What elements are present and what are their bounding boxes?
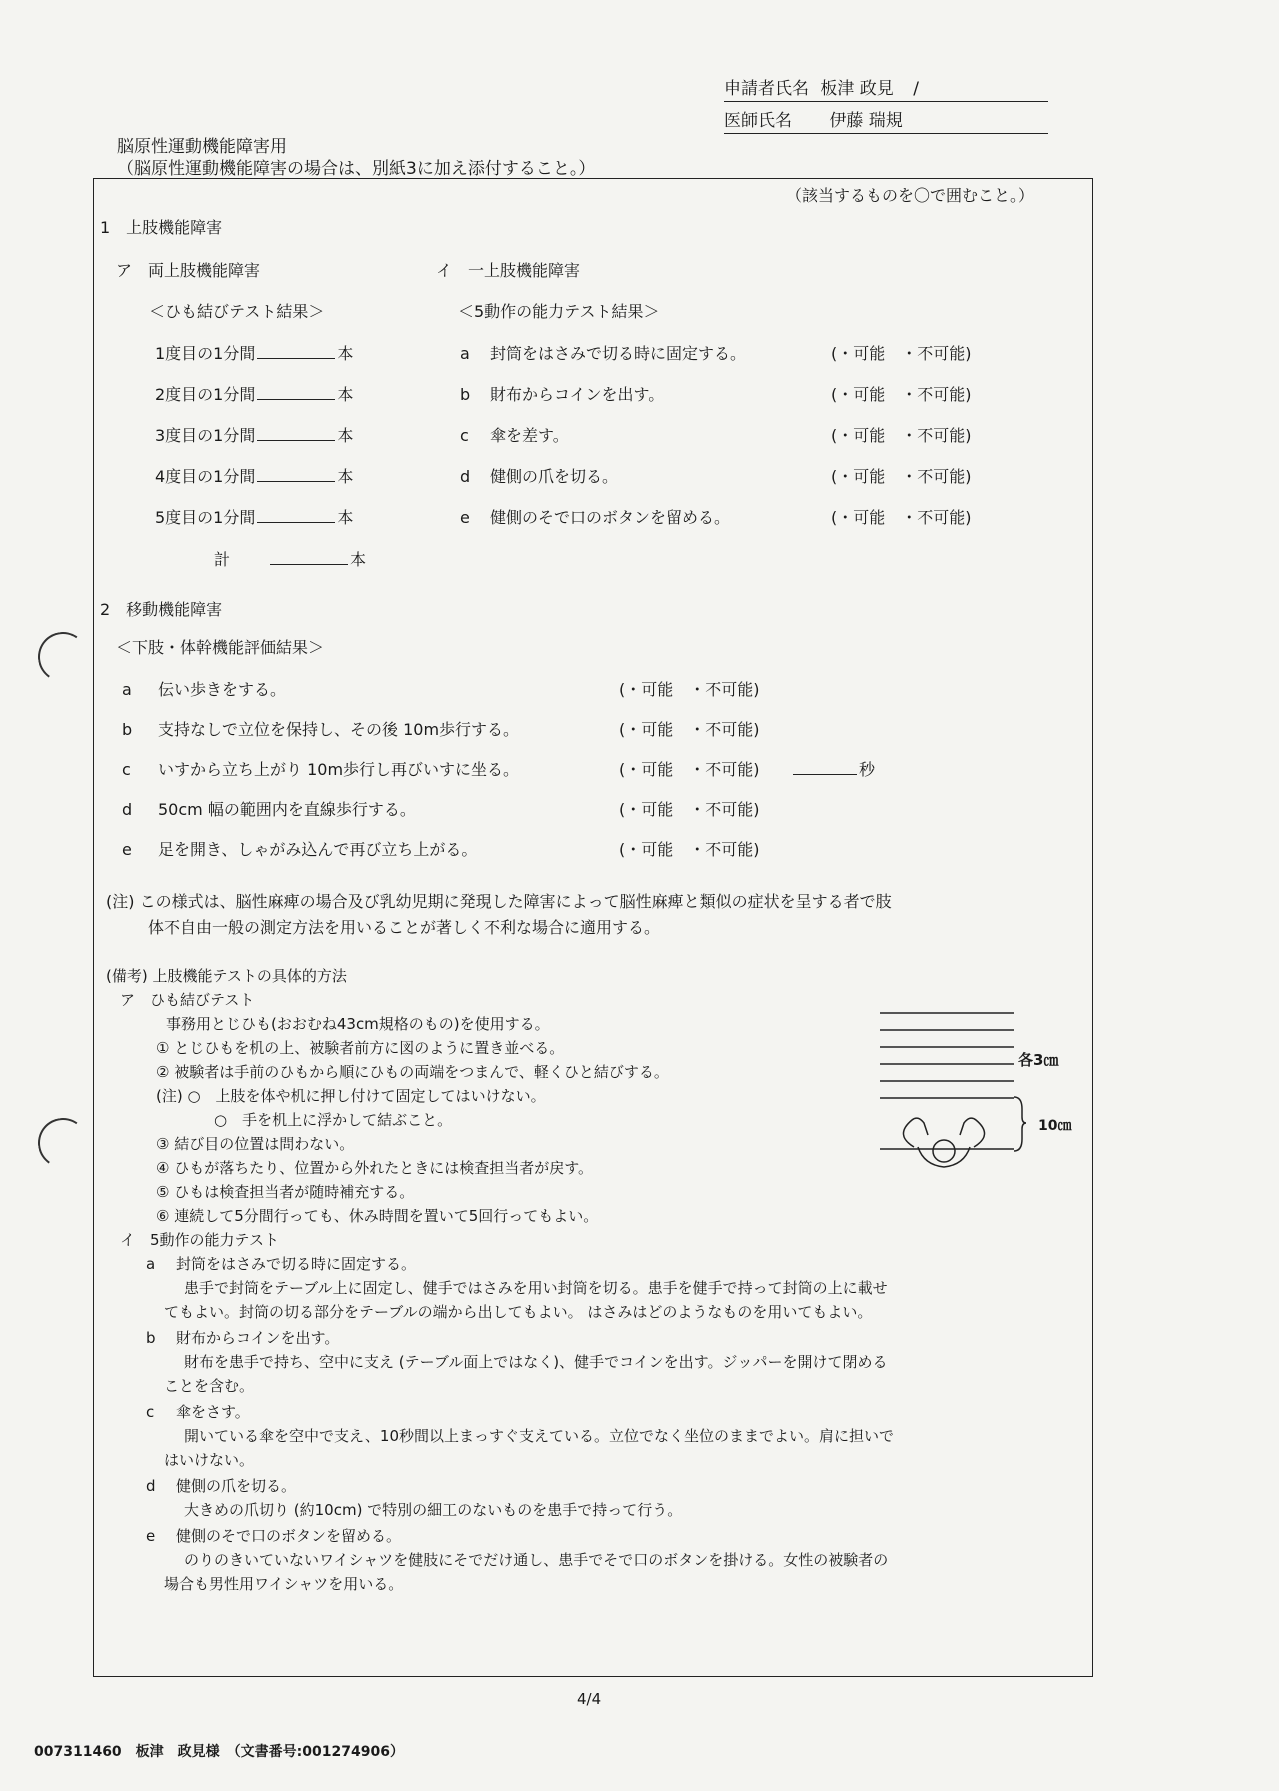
mobility-options[interactable]: (・可能 ・不可能) [619, 720, 760, 739]
motion-options[interactable]: (・可能 ・不可能) [831, 508, 972, 527]
note-line-1: (注) この様式は、脳性麻痺の場合及び乳幼児期に発現した障害によって脳性麻痺と類似の症状を呈する者で肢 [106, 892, 892, 911]
count-blank[interactable] [257, 344, 335, 359]
mobility-row: e 足を開き、しゃがみ込んで再び立ち上がる。 [122, 840, 478, 859]
section1-i-heading: イ 一上肢機能障害 [436, 261, 581, 280]
remarks-i-heading: イ 5動作の能力テスト [120, 1231, 279, 1249]
mobility-options[interactable]: (・可能 ・不可能) [619, 760, 760, 779]
remarks-a-line: ⑤ ひもは検査担当者が随時補充する。 [156, 1183, 415, 1201]
remarks-item-line: 開いている傘を空中で支え、10秒間以上まっすぐ支えている。立位でなく坐位のままでよい。肩に担いで [184, 1427, 894, 1445]
remarks-a-line: ⑥ 連続して5分間行っても、休み時間を置いて5回行ってもよい。 [156, 1207, 599, 1225]
remarks-a-heading: ア ひも結びテスト [120, 991, 255, 1009]
mobility-row: a 伝い歩きをする。 [122, 680, 287, 699]
remarks-a-line: 事務用とじひも(おおむね43cm規格のもの)を使用する。 [166, 1015, 550, 1033]
remarks-item-line: はいけない。 [164, 1451, 255, 1469]
document-footer: 007311460 板津 政見様 （文書番号:001274906） [34, 1744, 404, 1760]
remarks-a-line: ① とじひもを机の上、被験者前方に図のように置き並べる。 [156, 1039, 565, 1057]
count-blank[interactable] [257, 426, 335, 441]
count-blank[interactable] [257, 467, 335, 482]
string-test-subheading: ＜ひも結びテスト結果＞ [149, 302, 325, 321]
figure-label-spacing: 各3㎝ [1018, 1051, 1059, 1069]
section1-a-heading: ア 両上肢機能障害 [116, 261, 261, 280]
doctor-label: 医師氏名 [724, 111, 792, 131]
form-title: 脳原性運動機能障害用 [117, 137, 287, 157]
remarks-a-line: ② 被験者は手前のひもから順にひもの両端をつまんで、軽くひと結びする。 [156, 1063, 669, 1081]
section2-subheading: ＜下肢・体幹機能評価結果＞ [116, 638, 325, 657]
remarks-a-line: ○ 手を机上に浮かして結ぶこと。 [214, 1111, 453, 1129]
mobility-row: c いすから立ち上がり 10m歩行し再びいすに坐る。 [122, 760, 520, 779]
motion-options[interactable]: (・可能 ・不可能) [831, 467, 972, 486]
figure-label-distance: 10㎝ [1038, 1118, 1072, 1134]
remarks-item-title: c 傘をさす。 [146, 1403, 250, 1421]
remarks-item-line: 大きめの爪切り (約10cm) で特別の細工のないものを患手で持って行う。 [184, 1501, 683, 1519]
remarks-heading: (備考) 上肢機能テストの具体的方法 [106, 967, 347, 985]
string-layout-figure [874, 1005, 1074, 1175]
doctor-name: 伊藤 瑞規 [829, 111, 903, 131]
remarks-a-line: (注) ○ 上肢を体や机に押し付けて固定してはいけない。 [156, 1087, 546, 1105]
applicant-label: 申請者氏名 [724, 79, 809, 99]
string-row: 5度目の1分間 本 [155, 508, 354, 527]
motion-row: e 健側のそで口のボタンを留める。 [460, 508, 731, 527]
seconds-field[interactable]: 秒 [791, 757, 875, 780]
remarks-item-title: b 財布からコインを出す。 [146, 1329, 340, 1347]
motion-options[interactable]: (・可能 ・不可能) [831, 344, 972, 363]
remarks-item-title: d 健側の爪を切る。 [146, 1477, 297, 1495]
motion-options[interactable]: (・可能 ・不可能) [831, 385, 972, 404]
remarks-item-line: ことを含む。 [164, 1377, 255, 1395]
motion-test-subheading: ＜5動作の能力テスト結果＞ [458, 302, 660, 321]
remarks-item-line: てもよい。封筒の切る部分をテーブルの端から出してもよい。 はさみはどのようなものを用いてもよい。 [164, 1303, 873, 1321]
mobility-options[interactable]: (・可能 ・不可能) [619, 840, 760, 859]
punch-hole-mark [34, 1114, 92, 1172]
remarks-a-line: ③ 結び目の位置は問わない。 [156, 1135, 355, 1153]
total-blank[interactable] [270, 550, 348, 565]
remarks-item-title: a 封筒をはさみで切る時に固定する。 [146, 1255, 417, 1273]
note-line-2: 体不自由一般の測定方法を用いることが著しく不利な場合に適用する。 [148, 918, 661, 937]
motion-row: b 財布からコインを出す。 [460, 385, 665, 404]
remarks-item-line: 患手で封筒をテーブル上に固定し、健手ではさみを用い封筒を切る。患手を健手で持って封筒の上に載せ [184, 1279, 888, 1297]
motion-row: d 健側の爪を切る。 [460, 467, 619, 486]
section2-heading: 2 移動機能障害 [100, 600, 223, 619]
mobility-options[interactable]: (・可能 ・不可能) [619, 680, 760, 699]
slash-mark: / [913, 79, 919, 99]
string-row: 4度目の1分間 本 [155, 467, 354, 486]
mobility-row: b 支持なしで立位を保持し、その後 10m歩行する。 [122, 720, 520, 739]
string-total-row: 計 本 [214, 550, 367, 569]
string-row: 2度目の1分間 本 [155, 385, 354, 404]
mobility-row: d 50cm 幅の範囲内を直線歩行する。 [122, 800, 416, 819]
motion-options[interactable]: (・可能 ・不可能) [831, 426, 972, 445]
motion-row: c 傘を差す。 [460, 426, 569, 445]
section1-heading: 1 上肢機能障害 [100, 218, 223, 237]
remarks-item-title: e 健側のそで口のボタンを留める。 [146, 1527, 402, 1545]
applicant-name: 板津 政見 [820, 79, 894, 99]
string-row: 1度目の1分間 本 [155, 344, 354, 363]
form-frame [93, 178, 1093, 1677]
instruction: （該当するものを〇で囲むこと。） [786, 186, 1035, 205]
remarks-item-line: のりのきいていないワイシャツを健肢にそでだけ通し、患手でそで口のボタンを掛ける。女性の被験者の [184, 1551, 889, 1569]
mobility-options[interactable]: (・可能 ・不可能) [619, 800, 760, 819]
punch-hole-mark [34, 628, 92, 686]
string-row: 3度目の1分間 本 [155, 426, 354, 445]
form-subtitle: （脳原性運動機能障害の場合は、別紙3に加え添付すること。） [117, 159, 596, 179]
remarks-a-line: ④ ひもが落ちたり、位置から外れたときには検査担当者が戻す。 [156, 1159, 594, 1177]
page-number: 4/4 [577, 1690, 602, 1708]
count-blank[interactable] [257, 508, 335, 523]
remarks-item-line: 場合も男性用ワイシャツを用いる。 [164, 1575, 404, 1593]
count-blank[interactable] [257, 385, 335, 400]
motion-row: a 封筒をはさみで切る時に固定する。 [460, 344, 747, 363]
remarks-item-line: 財布を患手で持ち、空中に支え (テーブル面上ではなく)、健手でコインを出す。ジッパーを開けて閉める [184, 1353, 888, 1371]
